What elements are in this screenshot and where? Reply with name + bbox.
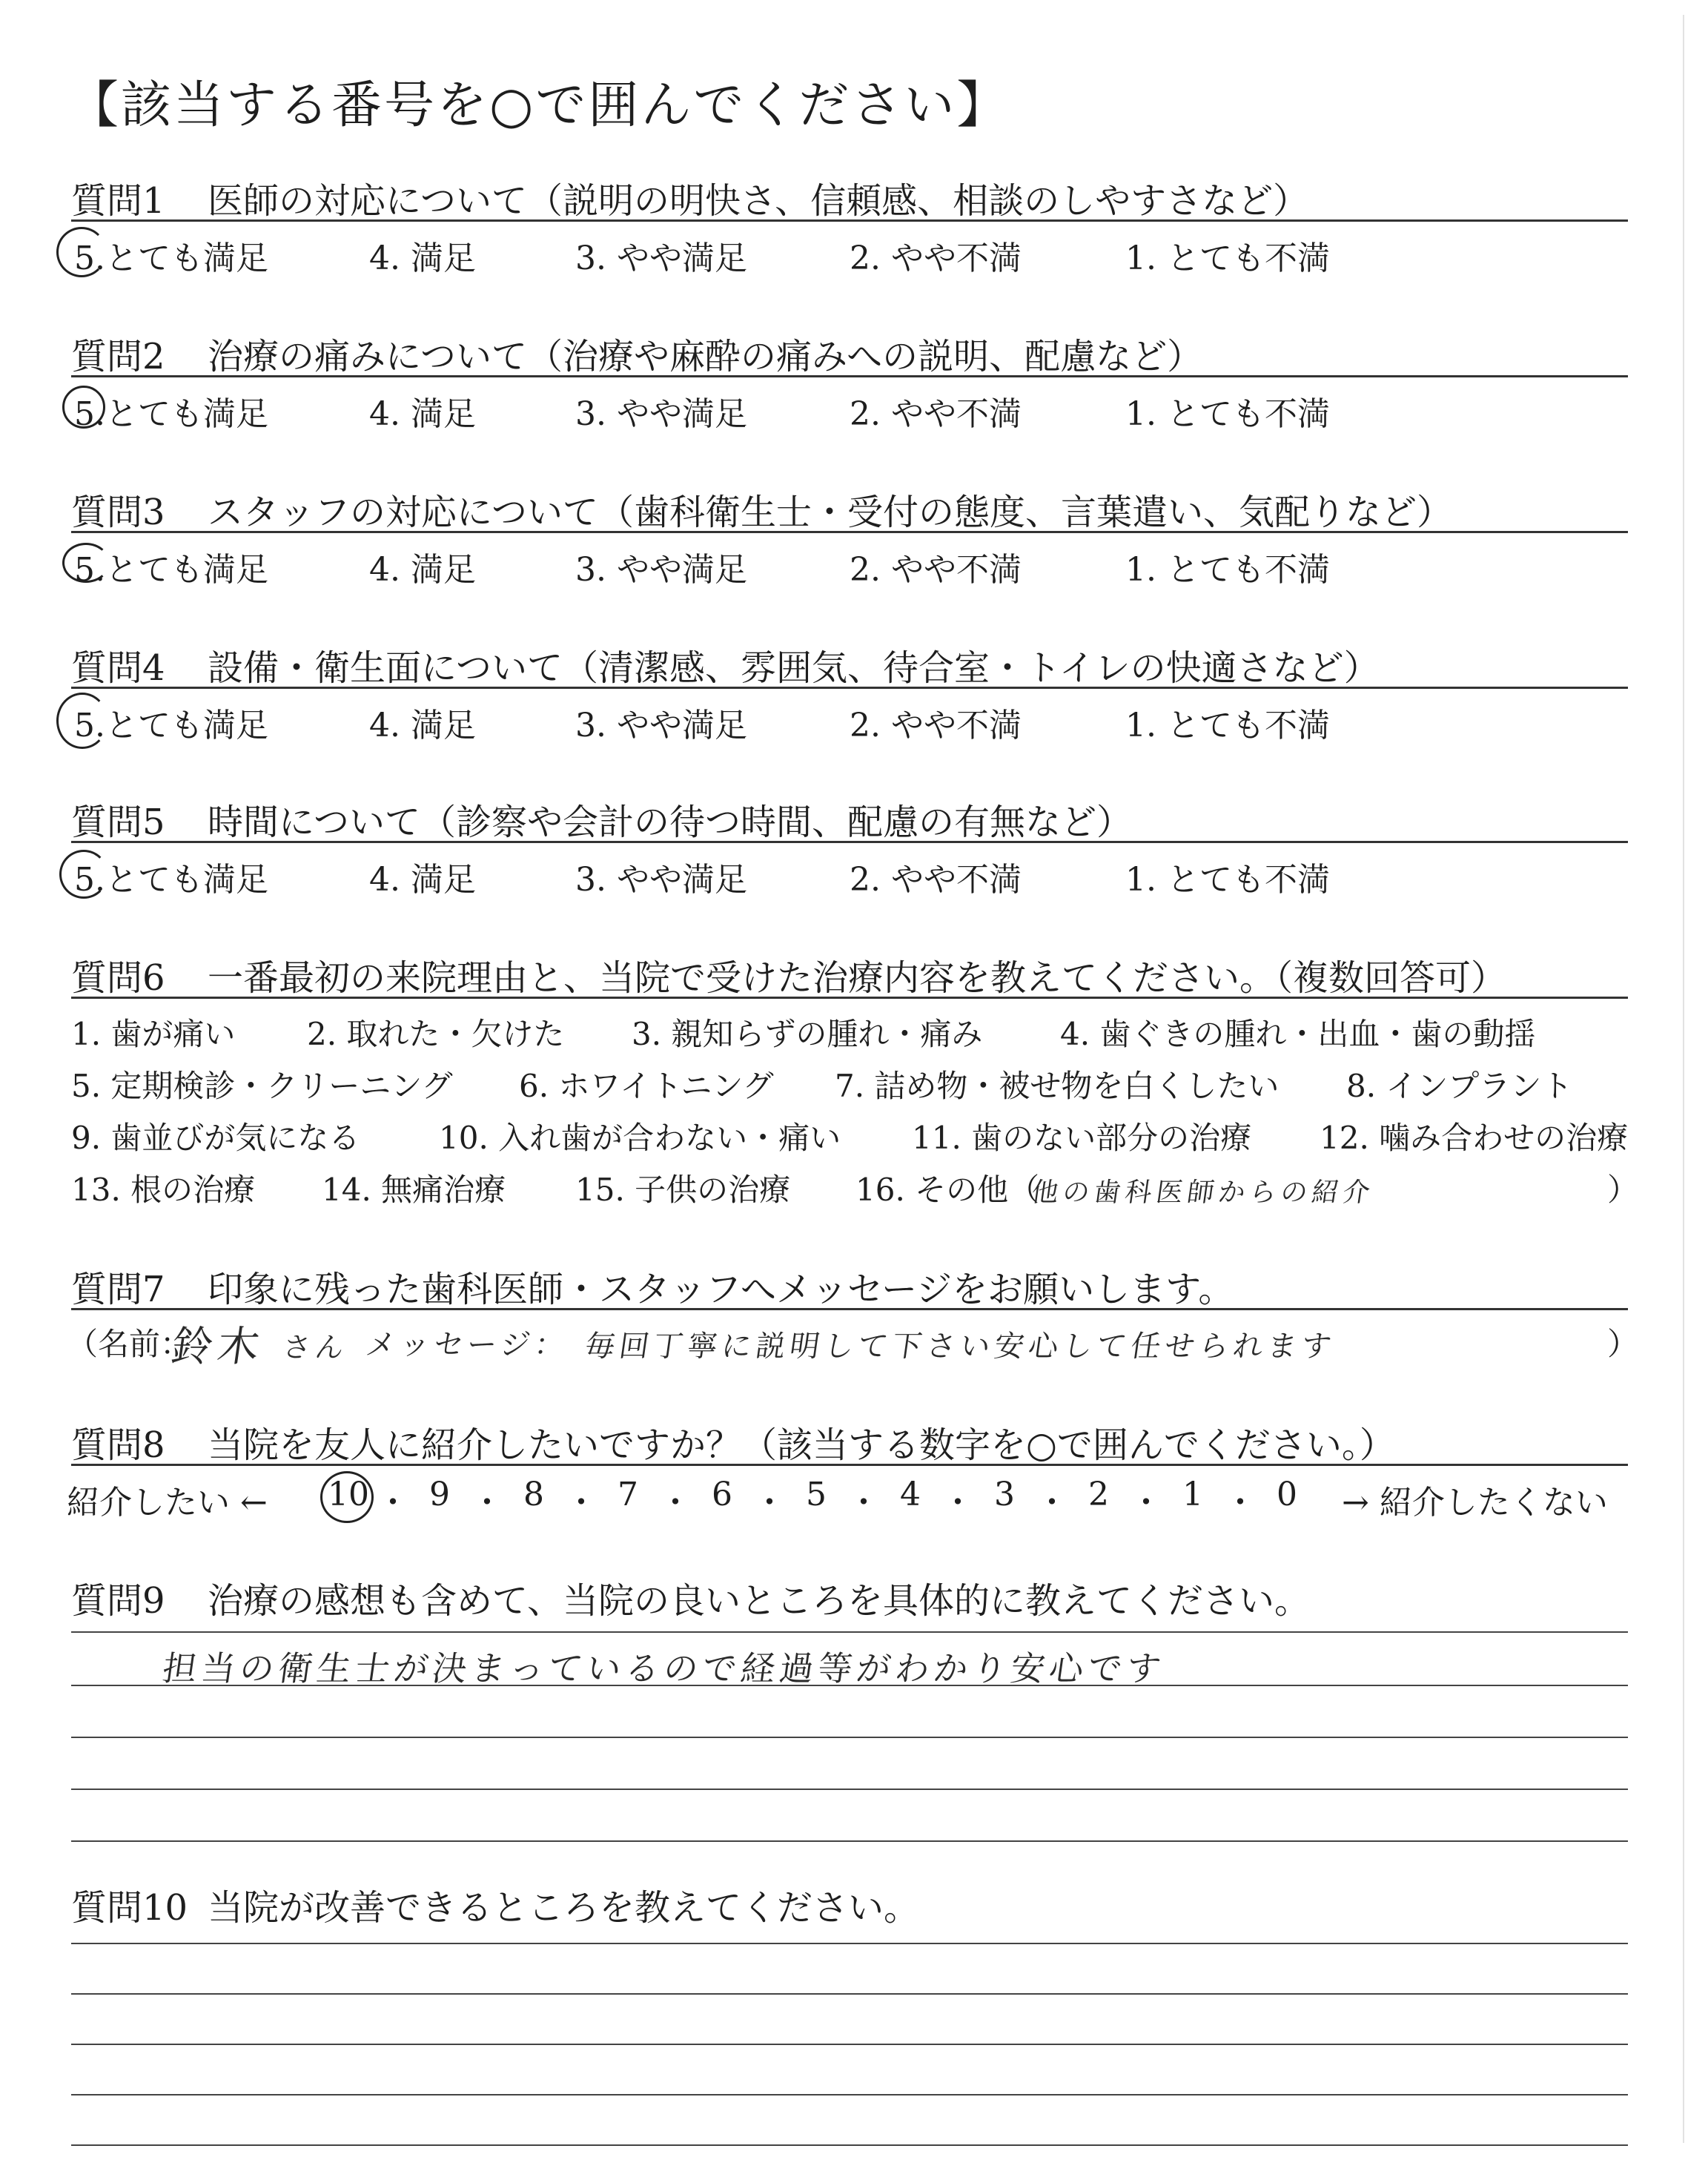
q6-option-3[interactable]: 3. 親知らずの腫れ・痛み [632,1016,983,1052]
q6-option-8[interactable]: 8. インプラント [1346,1068,1573,1104]
q3-option-5[interactable]: 5.とても満足 [74,551,268,589]
q9-line-2 [71,1685,1628,1686]
q6-option-16[interactable]: 16. その他（ [855,1172,1040,1208]
q8-scale-value[interactable]: 2 [1088,1476,1109,1513]
q9-line-1 [71,1631,1628,1633]
q6-option-7[interactable]: 7. 詰め物・被せ物を白くしたい [835,1068,1280,1104]
q1-option-4[interactable]: 4. 満足 [369,240,476,277]
q8-left-label: 紹介したい ← [67,1484,268,1522]
q8-scale-separator: ・ [1130,1484,1162,1522]
q7-message-value[interactable]: 毎回丁寧に説明して下さい安心して任せられます [583,1330,1338,1364]
q1-option-1[interactable]: 1. とても不満 [1125,240,1330,277]
question-9-text: 治療の感想も含めて、当院の良いところを具体的に教えてください。 [208,1580,1311,1622]
q10-line-1 [71,1943,1628,1944]
question-8-rule [71,1464,1628,1466]
question-5-number: 質問5 [71,802,165,843]
question-2-number: 質問2 [71,336,165,377]
q8-scale-separator: ・ [565,1484,598,1522]
q1-option-2[interactable]: 2. やや不満 [850,240,1022,277]
question-5-heading [71,793,1628,845]
q2-option-5[interactable]: 5.とても満足 [74,395,268,433]
q8-scale-value[interactable]: 8 [523,1476,544,1513]
q8-scale-separator: ・ [1036,1484,1068,1522]
q1-option-5[interactable]: 5.とても満足 [74,240,268,277]
q9-answer[interactable]: 担当の衛生士が決まっているので経過等がわかり安心です [159,1648,1168,1688]
q8-scale-separator: ・ [1224,1484,1257,1522]
q10-line-4 [71,2094,1628,2095]
q7-san: さん [280,1331,351,1364]
q5-option-4[interactable]: 4. 満足 [369,861,476,899]
question-7-heading [71,1261,1628,1312]
q8-scale-separator: ・ [753,1484,786,1522]
q4-option-3[interactable]: 3. やや満足 [575,707,747,744]
q9-line-3 [71,1737,1628,1738]
q6-other-answer[interactable]: 他の歯科医師からの紹介 [1029,1178,1377,1208]
q3-option-1[interactable]: 1. とても不満 [1125,551,1330,589]
q6-option-13[interactable]: 13. 根の治療 [71,1172,256,1208]
q3-option-3[interactable]: 3. やや満足 [575,551,747,589]
question-9-number: 質問9 [71,1580,165,1622]
question-7-text: 印象に残った歯科医師・スタッフへメッセージをお願いします。 [208,1269,1234,1310]
q8-right-label: → 紹介したくない [1342,1484,1608,1522]
question-3-text: スタッフの対応について（歯科衛生士・受付の態度、言葉遣い、気配りなど） [208,492,1453,533]
q8-scale-separator: ・ [847,1484,880,1522]
q5-option-5[interactable]: 5.とても満足 [74,861,268,899]
q8-scale-value[interactable]: 5 [806,1476,827,1513]
q6-option-1[interactable]: 1. 歯が痛い [71,1016,236,1052]
question-6-number: 質問6 [71,957,165,999]
q6-option-12[interactable]: 12. 噛み合わせの治療 [1320,1120,1629,1156]
q7-name-value[interactable]: 鈴木 [168,1323,267,1371]
question-6-rule [71,997,1628,999]
question-1-heading [71,172,1628,223]
q8-scale-value[interactable]: 3 [994,1476,1015,1513]
question-6-text: 一番最初の来院理由と、当院で受けた治療内容を教えてください。（複数回答可） [208,957,1507,999]
question-5-text: 時間について（診察や会計の待つ時間、配慮の有無など） [208,802,1133,843]
q8-scale-separator: ・ [659,1484,692,1522]
q6-option-2[interactable]: 2. 取れた・欠けた [307,1016,565,1052]
q6-option-9[interactable]: 9. 歯並びが気になる [71,1120,360,1156]
q4-option-4[interactable]: 4. 満足 [369,707,476,744]
q6-option-5[interactable]: 5. 定期検診・クリーニング [71,1068,453,1104]
q4-option-1[interactable]: 1. とても不満 [1125,707,1330,744]
q8-scale-value[interactable]: 10 [328,1476,369,1513]
q9-line-4 [71,1789,1628,1790]
q8-scale-value[interactable]: 1 [1182,1476,1203,1513]
question-1-rule [71,219,1628,222]
q6-option-15[interactable]: 15. 子供の治療 [575,1172,791,1208]
question-3-heading [71,483,1628,535]
q2-option-1[interactable]: 1. とても不満 [1125,395,1330,433]
q6-option-4[interactable]: 4. 歯ぐきの腫れ・出血・歯の動揺 [1060,1016,1536,1052]
question-7-rule [71,1308,1628,1310]
question-4-rule [71,687,1628,689]
question-9-heading [71,1572,1628,1623]
q1-option-3[interactable]: 3. やや満足 [575,240,747,277]
question-10-text: 当院が改善できるところを教えてください。 [208,1887,920,1929]
q8-scale-separator: ・ [941,1484,974,1522]
q5-option-2[interactable]: 2. やや不満 [850,861,1022,899]
question-5-rule [71,841,1628,843]
question-2-rule [71,375,1628,377]
q6-option-10[interactable]: 10. 入れ歯が合わない・痛い [439,1120,841,1156]
question-1-text: 医師の対応について（説明の明快さ、信頼感、相談のしやすさなど） [208,180,1309,222]
q2-option-4[interactable]: 4. 満足 [369,395,476,433]
q7-name-label: （名前： [67,1326,192,1362]
q6-other-close: ） [1607,1172,1639,1208]
q8-scale-value[interactable]: 4 [900,1476,921,1513]
q8-scale-value[interactable]: 9 [429,1476,450,1513]
question-10-heading [71,1879,1628,1930]
q10-line-5 [71,2144,1628,2146]
q10-line-2 [71,1993,1628,1995]
question-7-number: 質問7 [71,1269,165,1310]
question-2-text: 治療の痛みについて（治療や麻酔の痛みへの説明、配慮など） [208,336,1203,377]
q6-option-14[interactable]: 14. 無痛治療 [322,1172,506,1208]
q3-option-2[interactable]: 2. やや不満 [850,551,1022,589]
question-2-heading [71,328,1628,379]
question-3-rule [71,531,1628,533]
q8-scale-separator: ・ [377,1484,409,1522]
q5-option-3[interactable]: 3. やや満足 [575,861,747,899]
question-3-number: 質問3 [71,492,165,533]
q5-option-1[interactable]: 1. とても不満 [1125,861,1330,899]
q2-option-3[interactable]: 3. やや満足 [575,395,747,433]
q7-message-label: メッセージ： [363,1328,572,1362]
q4-option-5[interactable]: 5.とても満足 [74,707,268,744]
question-1-number: 質問1 [71,180,165,222]
q10-line-3 [71,2044,1628,2045]
q8-scale-value[interactable]: 6 [712,1476,732,1513]
question-10-number: 質問10 [71,1887,188,1929]
q9-line-5 [71,1840,1628,1842]
q3-option-4[interactable]: 4. 満足 [369,551,476,589]
question-8-number: 質問8 [71,1424,165,1466]
q6-option-6[interactable]: 6. ホワイトニング [519,1068,774,1104]
q2-option-2[interactable]: 2. やや不満 [850,395,1022,433]
page-edge [1683,15,1690,2143]
q8-scale-value[interactable]: 7 [618,1476,638,1513]
question-4-heading [71,639,1628,690]
q7-close: ） [1607,1326,1639,1362]
q4-option-2[interactable]: 2. やや不満 [850,707,1022,744]
question-6-heading [71,949,1628,1000]
question-4-text: 設備・衛生面について（清潔感、雰囲気、待合室・トイレの快適さなど） [208,647,1380,689]
question-8-heading [71,1416,1628,1467]
q8-scale-value[interactable]: 0 [1277,1476,1297,1513]
question-4-number: 質問4 [71,647,165,689]
page-title: 【該当する番号を○で囲んでください】 [68,76,1010,135]
q6-option-11[interactable]: 11. 歯のない部分の治療 [912,1120,1252,1156]
q8-scale-separator: ・ [471,1484,503,1522]
question-8-text: 当院を友人に紹介したいですか？（該当する数字を○で囲んでください。） [208,1424,1395,1466]
